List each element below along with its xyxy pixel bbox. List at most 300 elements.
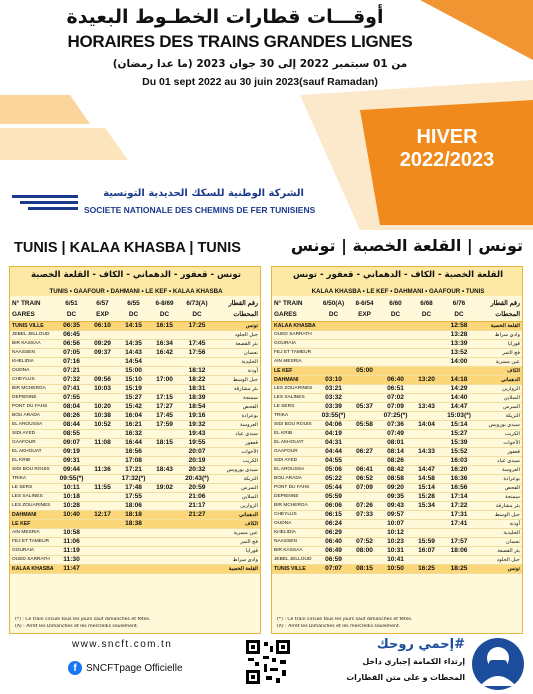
station-row [10, 402, 260, 411]
departure-time: 19:16 [180, 411, 214, 420]
departure-time: 18:12 [180, 366, 214, 375]
website-link[interactable]: www.sncft.com.tn [72, 639, 173, 650]
departure-time [318, 366, 349, 375]
station-name: AIN MESRIA [10, 528, 56, 537]
outbound-note-1: (*) : Ce train circule tous les jours sauf dimanches et fêtes. [15, 617, 151, 622]
departure-time: 17:41 [442, 519, 476, 528]
departure-time: 17:00 [149, 375, 180, 384]
station-row [10, 447, 260, 456]
station-name: TRIKA [272, 411, 318, 420]
departure-time: 07:05 [56, 348, 87, 357]
departure-time [349, 321, 380, 330]
departure-time [180, 330, 214, 339]
departure-time: 10:23 [380, 537, 411, 546]
station-row [10, 501, 260, 510]
departure-time [318, 348, 349, 357]
station-name: DEPIENNE [272, 492, 318, 501]
station-name: GAAFOUR [10, 438, 56, 447]
departure-time: 08:00 [349, 546, 380, 555]
station-name: LE KEF [272, 366, 318, 375]
station-name: LES SALINES [10, 492, 56, 501]
station-row [10, 429, 260, 438]
departure-time: 19:32 [180, 420, 214, 429]
departure-time [380, 321, 411, 330]
departure-time: 18:39 [180, 393, 214, 402]
train-number-row [272, 298, 522, 310]
departure-time: 06:40 [380, 375, 411, 384]
departure-time: 07:36 [380, 420, 411, 429]
col-label: N° TRAIN [274, 300, 303, 307]
station-name-arabic: الفحص [214, 402, 260, 411]
col-label-arabic: رقم القطار [490, 300, 520, 307]
departure-time: 18:15 [149, 438, 180, 447]
station-row [10, 348, 260, 357]
station-row [272, 564, 522, 573]
station-name: LE SERS [272, 402, 318, 411]
station-row [10, 456, 260, 465]
departure-time: 06:51 [380, 384, 411, 393]
departure-time [118, 537, 149, 546]
train-number: 6/51 [65, 300, 78, 307]
departure-time: 09:37 [87, 348, 118, 357]
station-row [10, 555, 260, 564]
train-number: 8-6/54 [355, 300, 374, 307]
station-name-arabic: فج التمر [476, 348, 522, 357]
station-name-arabic: الدهماني [476, 375, 522, 384]
departure-time [180, 528, 214, 537]
departure-time: 08:44 [56, 420, 87, 429]
departure-time [349, 330, 380, 339]
departure-time [87, 366, 118, 375]
station-row [10, 366, 260, 375]
departure-time: 15:39 [442, 438, 476, 447]
departure-time: 17:32(*) [118, 474, 149, 483]
departure-time: 10:03 [87, 384, 118, 393]
departure-time [87, 330, 118, 339]
departure-time: 09:07 [56, 438, 87, 447]
station-name-arabic: الخليدية [214, 357, 260, 366]
departure-time: 10:38 [87, 411, 118, 420]
station-name: JEBEL JELLOUD [10, 330, 56, 339]
departure-time: 18:31 [180, 384, 214, 393]
campaign-title: #إحمي روحك [376, 637, 465, 652]
station-row [272, 555, 522, 564]
departure-time: 18:06 [442, 546, 476, 555]
station-name-arabic: جبل الوسط [214, 375, 260, 384]
station-name: NAASSEN [272, 537, 318, 546]
departure-time: 17:15 [149, 393, 180, 402]
station-name: TUNIS VILLE [272, 564, 318, 573]
departure-time: 06:06 [318, 501, 349, 510]
departure-time: 03:39 [318, 402, 349, 411]
departure-time: 06:15 [318, 510, 349, 519]
station-name: SIDI BOU ROUIS [10, 465, 56, 474]
station-name-arabic: السرس [476, 402, 522, 411]
train-number: 6/57 [96, 300, 109, 307]
departure-time: 14:54 [118, 357, 149, 366]
departure-time: 08:26 [56, 411, 87, 420]
train-number: 6/55 [127, 300, 140, 307]
train-type: DC [442, 310, 476, 321]
station-name-arabic: السرس [214, 483, 260, 492]
departure-time: 10:50 [380, 564, 411, 573]
departure-time [380, 357, 411, 366]
departure-time: 07:07 [318, 564, 349, 573]
departure-time: 10:07 [380, 519, 411, 528]
station-row [10, 384, 260, 393]
station-name-arabic: الكريب [214, 456, 260, 465]
station-row [272, 384, 522, 393]
departure-time: 11:08 [87, 438, 118, 447]
station-name-arabic: وادي سراط [214, 555, 260, 564]
departure-time: 05:37 [349, 402, 380, 411]
train-type: EXP [349, 310, 380, 321]
departure-time: 17:45 [149, 411, 180, 420]
departure-time [380, 330, 411, 339]
station-name-arabic: بوعرادة [214, 411, 260, 420]
departure-time [318, 339, 349, 348]
departure-time: 07:09 [380, 402, 411, 411]
col-label-arabic: رقم القطار [228, 300, 258, 307]
station-name: SIDI AYED [272, 456, 318, 465]
departure-time [180, 519, 214, 528]
departure-time [349, 492, 380, 501]
departure-time: 04:55 [318, 456, 349, 465]
station-name: PONT DU FAHS [10, 402, 56, 411]
departure-time: 14:47 [442, 402, 476, 411]
facebook-link[interactable] [68, 661, 183, 675]
departure-time: 06:49 [318, 546, 349, 555]
departure-time: 07:33 [349, 510, 380, 519]
departure-time: 07:25(*) [380, 411, 411, 420]
departure-time [149, 528, 180, 537]
station-row [272, 402, 522, 411]
departure-time: 11:19 [56, 546, 87, 555]
inbound-header [272, 267, 522, 296]
departure-time: 11:36 [87, 465, 118, 474]
station-name-arabic: جبل الجلود [476, 555, 522, 564]
season-label [372, 126, 522, 172]
operator-name-arabic: الشركة الوطنية للسكك الحديدية التونسية [103, 188, 304, 199]
station-name: KHELIDIA [10, 357, 56, 366]
departure-time: 15:28 [411, 492, 442, 501]
departure-time: 15:14 [411, 483, 442, 492]
departure-time [411, 393, 442, 402]
departure-time: 14:35 [118, 339, 149, 348]
station-name-arabic: الكريب [476, 429, 522, 438]
departure-time [180, 564, 214, 573]
station-name: EL AKHOUAT [10, 447, 56, 456]
departure-time: 14:04 [411, 420, 442, 429]
departure-time: 14:33 [411, 447, 442, 456]
departure-time: 06:10 [87, 321, 118, 330]
station-row [10, 420, 260, 429]
departure-time [411, 519, 442, 528]
departure-time [380, 339, 411, 348]
departure-time [411, 366, 442, 375]
departure-time [87, 564, 118, 573]
route-title-arabic: تونس | القلعة الخصبة | تونس [290, 236, 523, 255]
departure-time [149, 384, 180, 393]
gares-label-arabic: المحطات [476, 310, 522, 321]
station-name: EL AROUSSA [272, 465, 318, 474]
station-name-arabic: العروسة [476, 465, 522, 474]
departure-time: 17:22 [442, 501, 476, 510]
departure-time [87, 456, 118, 465]
departure-time: 16:04 [118, 411, 149, 420]
departure-time: 17:55 [118, 492, 149, 501]
station-name-arabic: الكاف [214, 519, 260, 528]
station-name-arabic: سيدي بورويس [476, 420, 522, 429]
departure-time: 16:56 [442, 483, 476, 492]
departure-time: 07:55 [56, 393, 87, 402]
departure-time: 20:43(*) [180, 474, 214, 483]
departure-time: 03:32 [318, 393, 349, 402]
departure-time: 17:27 [149, 402, 180, 411]
departure-time [411, 510, 442, 519]
train-type: DC [380, 310, 411, 321]
departure-time: 16:20 [442, 465, 476, 474]
title-arabic: أوقـــات قطارات الخطـوط البعيدة [66, 6, 384, 28]
departure-time [87, 528, 118, 537]
station-name: CHEYLUS [10, 375, 56, 384]
departure-time: 08:55 [56, 429, 87, 438]
departure-time [349, 384, 380, 393]
station-row [272, 438, 522, 447]
departure-time [349, 393, 380, 402]
departure-time: 15:59 [411, 537, 442, 546]
train-number: 6-8/69 [155, 300, 174, 307]
station-name-arabic: بئر القصعة [214, 339, 260, 348]
departure-time: 17:08 [118, 456, 149, 465]
departure-time: 16:32 [118, 429, 149, 438]
departure-time [442, 555, 476, 564]
inbound-title-french: KALAA KHASBA • LE KEF • DAHMANI • GAAFOUR • TUNIS [311, 288, 485, 295]
departure-time: 15:34 [411, 501, 442, 510]
departure-time [149, 501, 180, 510]
departure-time [149, 429, 180, 438]
departure-time: 07:49 [380, 429, 411, 438]
departure-time: 13:28 [442, 330, 476, 339]
departure-time [411, 438, 442, 447]
departure-time: 14:40 [442, 393, 476, 402]
departure-time: 04:06 [318, 420, 349, 429]
departure-time: 14:29 [442, 384, 476, 393]
departure-time: 19:02 [149, 483, 180, 492]
station-name-arabic: الأخوات [214, 447, 260, 456]
departure-time: 06:59 [318, 555, 349, 564]
train-number-row [10, 298, 260, 310]
departure-time: 04:31 [318, 438, 349, 447]
departure-time [87, 555, 118, 564]
departure-time [411, 384, 442, 393]
departure-time [56, 519, 87, 528]
departure-time [349, 375, 380, 384]
title-french: HORAIRES DES TRAINS GRANDES LIGNES [67, 32, 413, 51]
station-name: BOU ARADA [272, 474, 318, 483]
departure-time: 16:21 [118, 420, 149, 429]
departure-time: 16:25 [411, 564, 442, 573]
station-row [272, 528, 522, 537]
departure-time: 12:17 [87, 510, 118, 519]
train-type: DC [411, 310, 442, 321]
station-name-arabic: قعفور [476, 447, 522, 456]
station-name-arabic: بئر القصعة [476, 546, 522, 555]
col-label: N° TRAIN [12, 300, 41, 307]
station-row [272, 375, 522, 384]
station-row [10, 537, 260, 546]
departure-time [149, 546, 180, 555]
departure-time: 06:27 [349, 447, 380, 456]
departure-time [411, 528, 442, 537]
departure-time [87, 519, 118, 528]
departure-time [149, 447, 180, 456]
outbound-title-arabic: تونس - قعفور - الدهماني - الكاف - القلعة الخصبة [30, 270, 242, 280]
timetable-outbound [9, 266, 261, 634]
departure-time: 07:02 [380, 393, 411, 402]
departure-time: 03:10 [318, 375, 349, 384]
departure-time: 18:22 [180, 375, 214, 384]
station-name: EL KRIB [272, 429, 318, 438]
station-name: BIR KASSAA [10, 339, 56, 348]
gares-label-arabic: المحطات [214, 310, 260, 321]
station-name-arabic: الأخوات [476, 438, 522, 447]
station-row [10, 321, 260, 330]
gares-label: GARES [10, 310, 56, 321]
station-name-arabic: جبل الوسط [476, 510, 522, 519]
departure-time: 18:25 [442, 564, 476, 573]
departure-time [349, 339, 380, 348]
departure-time: 20:19 [180, 456, 214, 465]
station-name: LES ZOUARINES [10, 501, 56, 510]
inbound-note-2: (A) : Arrêt les Dimanches et les mercredis seulement. [277, 624, 401, 629]
departure-time: 15:10 [118, 375, 149, 384]
departure-time: 08:04 [56, 402, 87, 411]
station-row [10, 357, 260, 366]
departure-time: 20:07 [180, 447, 214, 456]
station-name-arabic: بئر مشارقة [476, 501, 522, 510]
departure-time: 04:44 [318, 447, 349, 456]
station-row [272, 519, 522, 528]
station-row [272, 339, 522, 348]
station-name: JEBEL JELLOUD [272, 555, 318, 564]
station-name: NAASSEN [10, 348, 56, 357]
outbound-header [10, 267, 260, 296]
departure-time: 21:27 [180, 510, 214, 519]
station-name: GAAFOUR [272, 447, 318, 456]
station-row [272, 537, 522, 546]
departure-time [349, 357, 380, 366]
departure-time: 20:32 [180, 465, 214, 474]
station-name-arabic: سيدي بورويس [214, 465, 260, 474]
train-number: 6/73(A) [186, 300, 208, 307]
departure-time: 05:58 [349, 420, 380, 429]
departure-time [118, 330, 149, 339]
departure-time: 08:01 [380, 438, 411, 447]
station-name: BIR MCHERGA [10, 384, 56, 393]
station-row [272, 357, 522, 366]
station-name-arabic: أوذنة [476, 519, 522, 528]
station-name: KALAA KHASBA [10, 564, 56, 573]
station-name-arabic: التريكة [214, 474, 260, 483]
period-french: Du 01 sept 2022 au 30 juin 2023(sauf Ramadan) [142, 76, 378, 88]
station-name: DEPIENNE [10, 393, 56, 402]
station-name-arabic: العروسة [214, 420, 260, 429]
face-mask-icon [470, 636, 526, 692]
inbound-table [272, 298, 522, 574]
departure-time: 05:59 [318, 492, 349, 501]
outbound-note-2: (A) : Arrêt les Dimanches et les mercredis seulement. [15, 624, 139, 629]
departure-time [149, 357, 180, 366]
station-row [10, 510, 260, 519]
departure-time: 11:30 [56, 555, 87, 564]
station-name: DAHMANI [10, 510, 56, 519]
station-row [272, 492, 522, 501]
departure-time: 12:58 [442, 321, 476, 330]
departure-time: 10:11 [56, 483, 87, 492]
departure-time [180, 546, 214, 555]
departure-time [149, 555, 180, 564]
departure-time [149, 492, 180, 501]
departure-time: 10:40 [56, 510, 87, 519]
departure-time: 05:44 [318, 483, 349, 492]
departure-time: 11:55 [87, 483, 118, 492]
departure-time: 10:52 [87, 420, 118, 429]
station-name: KALAA KHASBA [272, 321, 318, 330]
departure-time: 08:42 [380, 465, 411, 474]
departure-time: 17:57 [442, 537, 476, 546]
departure-time: 10:31 [380, 546, 411, 555]
station-row [10, 483, 260, 492]
departure-time: 10:18 [56, 492, 87, 501]
departure-time: 09:55(*) [56, 474, 87, 483]
departure-time: 13:39 [442, 339, 476, 348]
station-row [10, 339, 260, 348]
station-row [10, 546, 260, 555]
station-name: EL KRIB [10, 456, 56, 465]
departure-time: 18:43 [149, 465, 180, 474]
station-name-arabic: الزوارين [214, 501, 260, 510]
departure-time: 19:55 [180, 438, 214, 447]
station-name-arabic: الزوارين [476, 384, 522, 393]
departure-time [180, 555, 214, 564]
station-name-arabic: القلعة الخصبة [214, 564, 260, 573]
departure-time: 09:19 [56, 447, 87, 456]
station-name-arabic: بوعرادة [476, 474, 522, 483]
station-name-arabic: نعسان [214, 348, 260, 357]
departure-time: 16:36 [442, 474, 476, 483]
station-row [10, 474, 260, 483]
departure-time: 10:41 [380, 555, 411, 564]
station-name: DAHMANI [272, 375, 318, 384]
station-name: AIN MESRIA [272, 357, 318, 366]
campaign-line-1: إرتداء الكمامة إجباري داخل [362, 657, 465, 666]
departure-time [149, 564, 180, 573]
qr-code-icon[interactable] [244, 638, 292, 686]
departure-time [149, 519, 180, 528]
station-name: KHELIDIA [272, 528, 318, 537]
route-title-french: TUNIS | KALAA KHASBA | TUNIS [14, 240, 241, 256]
train-number: 6/60 [389, 300, 402, 307]
station-name: SIDI AYED [10, 429, 56, 438]
station-name-arabic: سيدي عياد [214, 429, 260, 438]
station-name-arabic: سيدي عياد [476, 456, 522, 465]
departure-time [318, 321, 349, 330]
departure-time: 06:29 [318, 528, 349, 537]
departure-time [180, 357, 214, 366]
departure-time: 09:31 [56, 456, 87, 465]
departure-time [87, 357, 118, 366]
